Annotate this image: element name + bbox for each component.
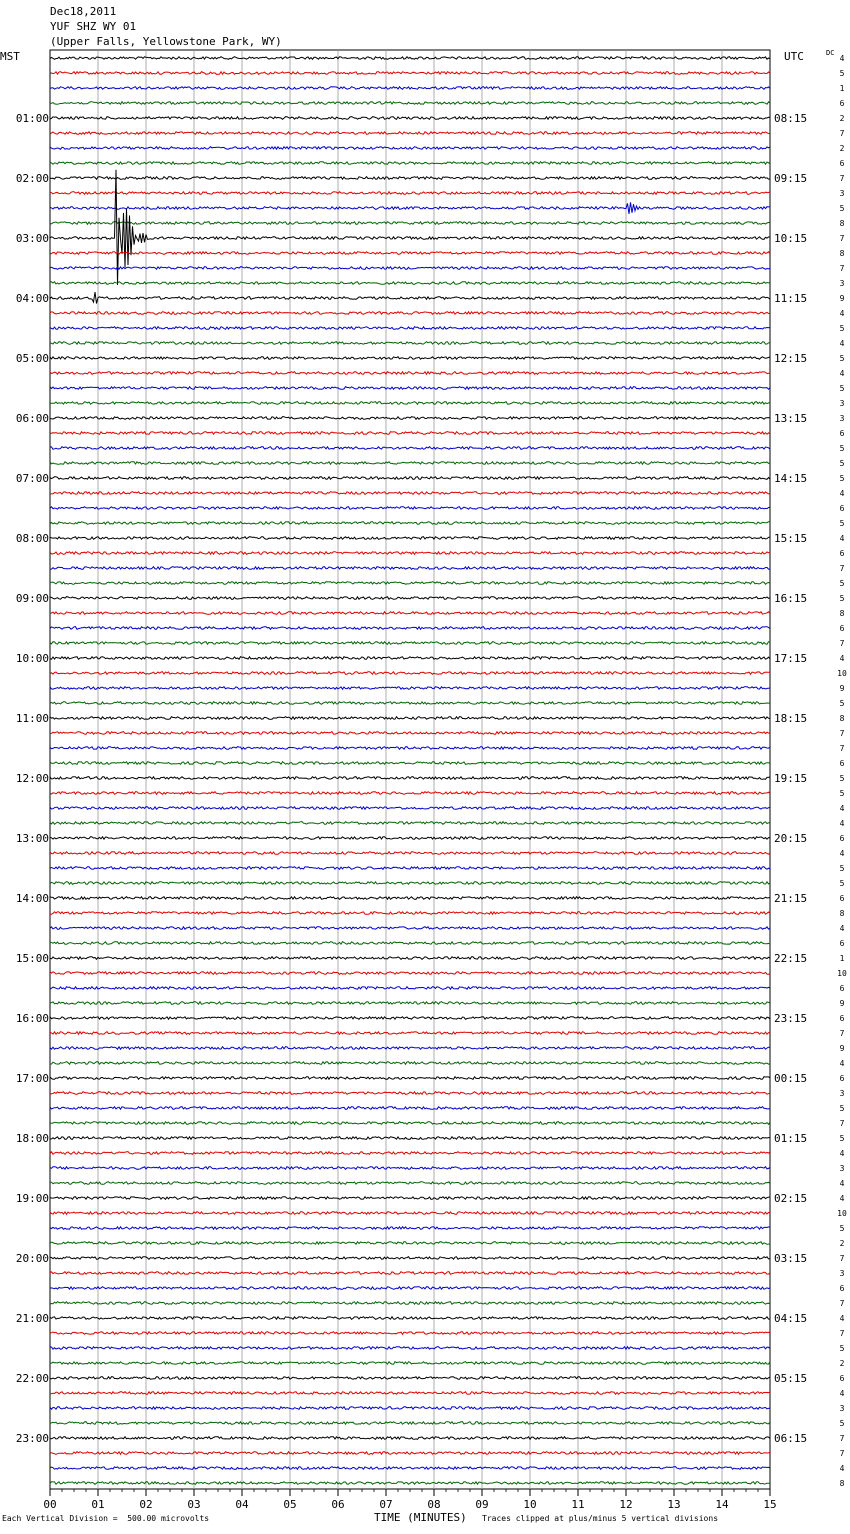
dc-offset-value: 1 <box>839 84 845 93</box>
station-location: (Upper Falls, Yellowstone Park, WY) <box>50 35 282 48</box>
trace-11 <box>50 202 770 214</box>
trace-86 <box>50 1332 770 1335</box>
dc-offset-value: 5 <box>839 459 845 468</box>
trace-10 <box>50 192 770 195</box>
trace-28 <box>50 462 770 465</box>
trace-5 <box>50 117 770 120</box>
utc-hour-label: 03:15 <box>774 1252 808 1265</box>
mst-hour-label: 12:00 <box>15 772 49 785</box>
dc-offset-value: 7 <box>839 564 845 573</box>
right-timezone-label: UTC <box>784 50 804 63</box>
dc-offset-value: 6 <box>839 984 845 993</box>
trace-38 <box>50 612 770 615</box>
utc-hour-label: 17:15 <box>774 652 808 665</box>
trace-62 <box>50 972 770 975</box>
x-tick-label: 10 <box>523 1498 537 1511</box>
trace-29 <box>50 477 770 480</box>
dc-offset-value: 4 <box>839 1179 845 1188</box>
x-tick-label: 08 <box>427 1498 441 1511</box>
dc-offset-value: 7 <box>839 639 845 648</box>
dc-offset-value: 6 <box>839 894 845 903</box>
dc-offset-value: 8 <box>839 219 845 228</box>
dc-offset-value: 4 <box>839 1194 845 1203</box>
trace-34 <box>50 552 770 555</box>
dc-offset-header: DC <box>826 49 835 57</box>
trace-33 <box>50 537 770 540</box>
dc-offset-value: 4 <box>839 1059 845 1068</box>
dc-offset-value: 4 <box>839 1389 845 1398</box>
trace-60 <box>50 942 770 945</box>
utc-hour-label: 18:15 <box>774 712 808 725</box>
dc-offset-value: 7 <box>839 729 845 738</box>
mst-hour-label: 13:00 <box>15 832 49 845</box>
x-axis-title: TIME (MINUTES) <box>374 1511 467 1524</box>
x-tick-label: 04 <box>235 1498 249 1511</box>
mst-hour-label: 21:00 <box>15 1312 49 1325</box>
dc-offset-value: 5 <box>839 519 845 528</box>
utc-hour-label: 22:15 <box>774 952 808 965</box>
trace-44 <box>50 702 770 705</box>
dc-offset-value: 5 <box>839 204 845 213</box>
trace-53 <box>50 837 770 840</box>
dc-offset-value: 5 <box>839 444 845 453</box>
trace-59 <box>50 927 770 930</box>
trace-95 <box>50 1467 770 1470</box>
trace-12 <box>50 222 770 225</box>
trace-75 <box>50 1167 770 1170</box>
trace-82 <box>50 1272 770 1275</box>
mst-hour-label: 03:00 <box>15 232 49 245</box>
trace-31 <box>50 507 770 510</box>
dc-offset-value: 5 <box>839 879 845 888</box>
trace-19 <box>50 327 770 330</box>
trace-93 <box>50 1437 770 1440</box>
dc-offset-value: 5 <box>839 1344 845 1353</box>
dc-offset-value: 7 <box>839 1254 845 1263</box>
mst-hour-label: 08:00 <box>15 532 49 545</box>
trace-1 <box>50 57 770 60</box>
mst-hour-label: 01:00 <box>15 112 49 125</box>
utc-hour-label: 11:15 <box>774 292 808 305</box>
left-timezone-label: MST <box>0 50 20 63</box>
x-tick-label: 11 <box>571 1498 585 1511</box>
dc-offset-value: 3 <box>839 399 845 408</box>
trace-71 <box>50 1107 770 1110</box>
dc-offset-value: 4 <box>839 369 845 378</box>
utc-hour-label: 13:15 <box>774 412 808 425</box>
mst-hour-label: 11:00 <box>15 712 49 725</box>
mst-hour-label: 20:00 <box>15 1252 49 1265</box>
trace-61 <box>50 957 770 960</box>
dc-offset-value: 7 <box>839 744 845 753</box>
trace-70 <box>50 1092 770 1095</box>
trace-7 <box>50 147 770 150</box>
clip-note: Traces clipped at plus/minus 5 vertical divisions <box>482 1514 719 1523</box>
mst-hour-label: 02:00 <box>15 172 49 185</box>
trace-77 <box>50 1197 770 1200</box>
dc-offset-value: 8 <box>839 714 845 723</box>
x-tick-label: 01 <box>91 1498 105 1511</box>
dc-offset-value: 10 <box>837 669 847 678</box>
mst-hour-label: 10:00 <box>15 652 49 665</box>
trace-45 <box>50 717 770 720</box>
dc-offset-value: 4 <box>839 924 845 933</box>
dc-offset-value: 7 <box>839 129 845 138</box>
trace-80 <box>50 1242 770 1245</box>
dc-offset-value: 4 <box>839 54 845 63</box>
mst-hour-label: 18:00 <box>15 1132 49 1145</box>
trace-57 <box>50 897 770 900</box>
trace-68 <box>50 1062 770 1065</box>
mst-hour-label: 15:00 <box>15 952 49 965</box>
trace-58 <box>50 912 770 915</box>
dc-offset-value: 5 <box>839 1134 845 1143</box>
dc-offset-value: 6 <box>839 939 845 948</box>
trace-2 <box>50 72 770 75</box>
trace-50 <box>50 792 770 795</box>
trace-46 <box>50 732 770 735</box>
trace-39 <box>50 627 770 630</box>
trace-15 <box>50 267 770 270</box>
utc-hour-label: 16:15 <box>774 592 808 605</box>
station-code: YUF SHZ WY 01 <box>50 20 137 33</box>
dc-offset-value: 10 <box>837 1209 847 1218</box>
trace-3 <box>50 87 770 90</box>
utc-hour-label: 04:15 <box>774 1312 808 1325</box>
dc-offset-value: 4 <box>839 1149 845 1158</box>
dc-offset-value: 7 <box>839 1434 845 1443</box>
x-tick-label: 06 <box>331 1498 345 1511</box>
utc-hour-label: 09:15 <box>774 172 808 185</box>
dc-offset-value: 2 <box>839 1239 845 1248</box>
trace-25 <box>50 417 770 420</box>
trace-94 <box>50 1452 770 1455</box>
dc-offset-value: 6 <box>839 159 845 168</box>
trace-41 <box>50 657 770 660</box>
dc-offset-value: 6 <box>839 1014 845 1023</box>
trace-26 <box>50 432 770 435</box>
utc-hour-label: 05:15 <box>774 1372 808 1385</box>
dc-offset-value: 3 <box>839 1269 845 1278</box>
trace-52 <box>50 822 770 825</box>
chart-date: Dec18,2011 <box>50 5 117 18</box>
mst-hour-label: 06:00 <box>15 412 49 425</box>
trace-85 <box>50 1317 770 1320</box>
x-tick-label: 05 <box>283 1498 297 1511</box>
trace-63 <box>50 987 770 990</box>
x-tick-label: 09 <box>475 1498 489 1511</box>
dc-offset-value: 9 <box>839 294 845 303</box>
trace-22 <box>50 372 770 375</box>
utc-hour-label: 20:15 <box>774 832 808 845</box>
trace-32 <box>50 522 770 525</box>
dc-offset-value: 3 <box>839 1164 845 1173</box>
trace-83 <box>50 1287 770 1290</box>
trace-55 <box>50 867 770 870</box>
mst-hour-label: 05:00 <box>15 352 49 365</box>
x-tick-label: 02 <box>139 1498 153 1511</box>
dc-offset-value: 7 <box>839 1449 845 1458</box>
dc-offset-value: 6 <box>839 99 845 108</box>
trace-79 <box>50 1227 770 1230</box>
dc-offset-value: 7 <box>839 174 845 183</box>
trace-87 <box>50 1347 770 1350</box>
dc-offset-value: 4 <box>839 534 845 543</box>
dc-offset-value: 7 <box>839 1029 845 1038</box>
x-tick-label: 15 <box>763 1498 777 1511</box>
trace-9 <box>50 177 770 180</box>
dc-offset-value: 5 <box>839 1104 845 1113</box>
mst-hour-label: 22:00 <box>15 1372 49 1385</box>
x-tick-label: 03 <box>187 1498 201 1511</box>
dc-offset-value: 6 <box>839 834 845 843</box>
dc-offset-value: 3 <box>839 1404 845 1413</box>
trace-49 <box>50 777 770 780</box>
trace-20 <box>50 342 770 345</box>
scale-note: Each Vertical Division = 500.00 microvolts <box>2 1514 210 1523</box>
dc-offset-value: 10 <box>837 969 847 978</box>
trace-47 <box>50 747 770 750</box>
dc-offset-value: 6 <box>839 759 845 768</box>
dc-offset-value: 5 <box>839 864 845 873</box>
trace-69 <box>50 1077 770 1080</box>
x-tick-label: 12 <box>619 1498 633 1511</box>
trace-74 <box>50 1152 770 1155</box>
dc-offset-value: 5 <box>839 1224 845 1233</box>
dc-offset-value: 7 <box>839 264 845 273</box>
mst-hour-label: 23:00 <box>15 1432 49 1445</box>
trace-48 <box>50 762 770 765</box>
dc-offset-value: 7 <box>839 1329 845 1338</box>
dc-offset-value: 4 <box>839 849 845 858</box>
utc-hour-label: 19:15 <box>774 772 808 785</box>
dc-offset-value: 6 <box>839 429 845 438</box>
x-tick-label: 13 <box>667 1498 681 1511</box>
dc-offset-value: 6 <box>839 1074 845 1083</box>
dc-offset-value: 5 <box>839 1419 845 1428</box>
utc-hour-label: 08:15 <box>774 112 808 125</box>
dc-offset-value: 2 <box>839 114 845 123</box>
trace-88 <box>50 1362 770 1365</box>
mst-hour-label: 09:00 <box>15 592 49 605</box>
utc-hour-label: 10:15 <box>774 232 808 245</box>
dc-offset-value: 7 <box>839 234 845 243</box>
trace-84 <box>50 1302 770 1305</box>
trace-67 <box>50 1047 770 1050</box>
trace-51 <box>50 807 770 810</box>
utc-hour-label: 21:15 <box>774 892 808 905</box>
dc-offset-value: 4 <box>839 489 845 498</box>
mst-hour-label: 16:00 <box>15 1012 49 1025</box>
utc-hour-label: 23:15 <box>774 1012 808 1025</box>
dc-offset-value: 3 <box>839 279 845 288</box>
trace-90 <box>50 1392 770 1395</box>
dc-offset-value: 4 <box>839 654 845 663</box>
trace-8 <box>50 162 770 165</box>
trace-6 <box>50 132 770 135</box>
utc-hour-label: 01:15 <box>774 1132 808 1145</box>
mst-hour-label: 17:00 <box>15 1072 49 1085</box>
dc-offset-value: 5 <box>839 474 845 483</box>
dc-offset-value: 6 <box>839 1284 845 1293</box>
dc-offset-value: 6 <box>839 504 845 513</box>
dc-offset-value: 9 <box>839 684 845 693</box>
utc-hour-label: 02:15 <box>774 1192 808 1205</box>
dc-offset-value: 2 <box>839 1359 845 1368</box>
x-tick-label: 00 <box>43 1498 57 1511</box>
trace-36 <box>50 582 770 585</box>
trace-24 <box>50 402 770 405</box>
utc-hour-label: 12:15 <box>774 352 808 365</box>
trace-81 <box>50 1257 770 1260</box>
trace-23 <box>50 387 770 390</box>
trace-21 <box>50 357 770 360</box>
mst-hour-label: 19:00 <box>15 1192 49 1205</box>
dc-offset-value: 3 <box>839 1089 845 1098</box>
dc-offset-value: 5 <box>839 354 845 363</box>
trace-4 <box>50 102 770 105</box>
trace-66 <box>50 1032 770 1035</box>
dc-offset-value: 4 <box>839 804 845 813</box>
dc-offset-value: 5 <box>839 384 845 393</box>
dc-offset-value: 5 <box>839 789 845 798</box>
dc-offset-value: 5 <box>839 324 845 333</box>
dc-offset-value: 5 <box>839 69 845 78</box>
dc-offset-value: 1 <box>839 954 845 963</box>
trace-18 <box>50 312 770 315</box>
dc-offset-value: 4 <box>839 309 845 318</box>
trace-96 <box>50 1482 770 1485</box>
dc-offset-value: 6 <box>839 549 845 558</box>
trace-65 <box>50 1017 770 1020</box>
dc-offset-value: 5 <box>839 699 845 708</box>
mst-hour-label: 07:00 <box>15 472 49 485</box>
dc-offset-value: 8 <box>839 609 845 618</box>
dc-offset-value: 4 <box>839 1314 845 1323</box>
dc-offset-value: 5 <box>839 579 845 588</box>
trace-30 <box>50 492 770 495</box>
utc-hour-label: 14:15 <box>774 472 808 485</box>
mst-hour-label: 04:00 <box>15 292 49 305</box>
dc-offset-value: 5 <box>839 594 845 603</box>
trace-16 <box>50 282 770 285</box>
dc-offset-value: 4 <box>839 819 845 828</box>
dc-offset-value: 5 <box>839 774 845 783</box>
dc-offset-value: 8 <box>839 249 845 258</box>
trace-56 <box>50 882 770 885</box>
utc-hour-label: 06:15 <box>774 1432 808 1445</box>
trace-73 <box>50 1137 770 1140</box>
trace-17 <box>50 292 770 303</box>
dc-offset-value: 3 <box>839 414 845 423</box>
trace-27 <box>50 447 770 450</box>
trace-89 <box>50 1377 770 1380</box>
dc-offset-value: 9 <box>839 1044 845 1053</box>
dc-offset-value: 7 <box>839 1299 845 1308</box>
trace-76 <box>50 1182 770 1185</box>
mst-hour-label: 14:00 <box>15 892 49 905</box>
dc-offset-value: 9 <box>839 999 845 1008</box>
trace-35 <box>50 567 770 570</box>
trace-37 <box>50 597 770 600</box>
utc-hour-label: 15:15 <box>774 532 808 545</box>
trace-40 <box>50 642 770 645</box>
dc-offset-value: 3 <box>839 189 845 198</box>
trace-54 <box>50 852 770 855</box>
trace-92 <box>50 1422 770 1425</box>
dc-offset-value: 4 <box>839 339 845 348</box>
trace-78 <box>50 1212 770 1215</box>
dc-offset-value: 6 <box>839 624 845 633</box>
dc-offset-value: 4 <box>839 1464 845 1473</box>
trace-43 <box>50 687 770 690</box>
dc-offset-value: 8 <box>839 909 845 918</box>
dc-offset-value: 6 <box>839 1374 845 1383</box>
trace-72 <box>50 1122 770 1125</box>
x-tick-label: 14 <box>715 1498 729 1511</box>
x-tick-label: 07 <box>379 1498 393 1511</box>
dc-offset-value: 8 <box>839 1479 845 1488</box>
trace-64 <box>50 1002 770 1005</box>
trace-91 <box>50 1407 770 1410</box>
dc-offset-value: 7 <box>839 1119 845 1128</box>
utc-hour-label: 00:15 <box>774 1072 808 1085</box>
trace-42 <box>50 672 770 675</box>
trace-14 <box>50 252 770 255</box>
dc-offset-value: 2 <box>839 144 845 153</box>
